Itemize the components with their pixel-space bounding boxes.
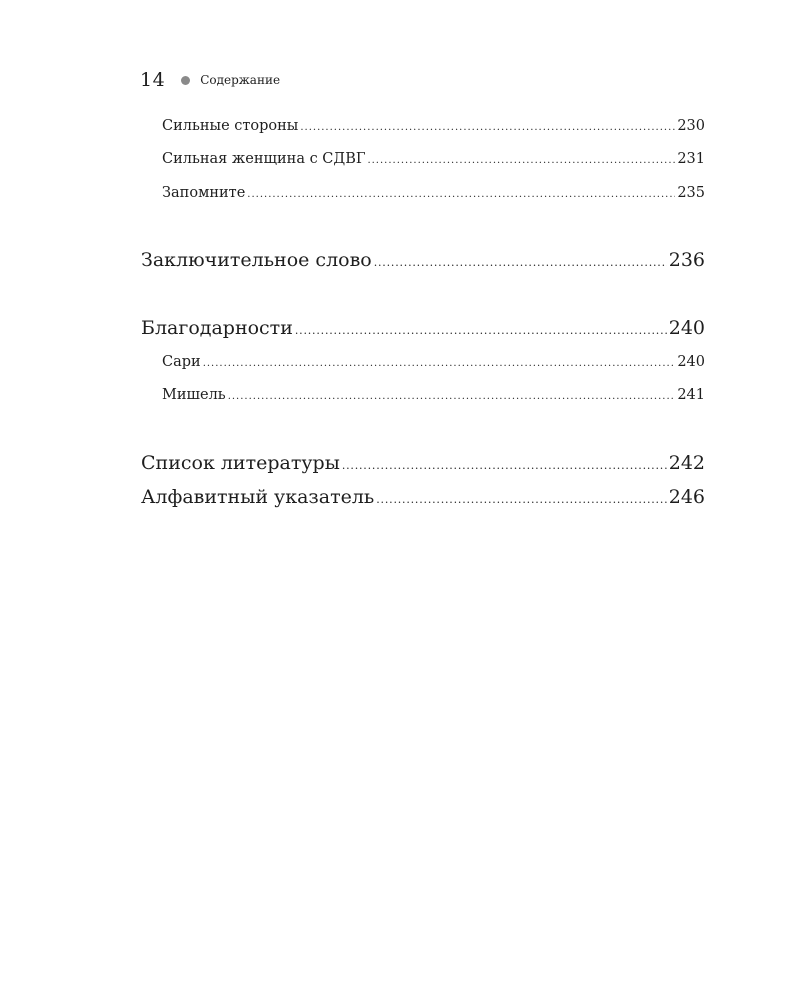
dot-leader (247, 189, 675, 200)
toc-entry-page: 240 (677, 354, 705, 370)
dot-leader (300, 122, 675, 133)
page-header (140, 68, 280, 92)
dot-leader (376, 493, 666, 506)
toc-chapter-title: Заключительное слово (141, 249, 372, 271)
toc-entry-title: Сильные стороны (162, 118, 299, 134)
toc-chapter-page: 240 (668, 317, 705, 339)
toc-chapter (141, 486, 705, 508)
toc-chapter-title: Список литературы (141, 452, 340, 474)
dot-leader (228, 391, 676, 402)
page-number: 14 (140, 69, 166, 91)
toc-entry (162, 354, 705, 370)
dot-leader (367, 155, 675, 166)
toc-entry-page: 235 (677, 185, 705, 201)
toc-chapter-title: Алфавитный указатель (141, 486, 375, 508)
toc-chapter (141, 249, 705, 271)
toc-chapter (141, 317, 705, 339)
bullet-dot-icon (181, 76, 190, 85)
toc-entry (162, 387, 705, 403)
toc-chapter-title: Благодарности (141, 317, 293, 339)
toc-chapter (141, 452, 705, 474)
toc-chapter-page: 236 (668, 249, 705, 271)
toc-entry-page: 231 (677, 151, 705, 167)
toc-entry (162, 151, 705, 167)
dot-leader (342, 459, 667, 472)
toc-entry-title: Сильная женщина с СДВГ (162, 151, 366, 167)
toc-entry-title: Мишель (162, 387, 226, 403)
toc-entry-title: Запомните (162, 185, 246, 201)
toc-chapter-page: 246 (668, 486, 705, 508)
dot-leader (295, 324, 667, 337)
toc-entry-page: 241 (677, 387, 705, 403)
toc-entry-title: Сари (162, 354, 201, 370)
toc-entry-page: 230 (677, 118, 705, 134)
toc-entry (162, 118, 705, 134)
dot-leader (374, 256, 667, 269)
toc-entry (162, 185, 705, 201)
toc-chapter-page: 242 (668, 452, 705, 474)
dot-leader (203, 358, 676, 369)
running-head: Содержание (200, 73, 281, 87)
